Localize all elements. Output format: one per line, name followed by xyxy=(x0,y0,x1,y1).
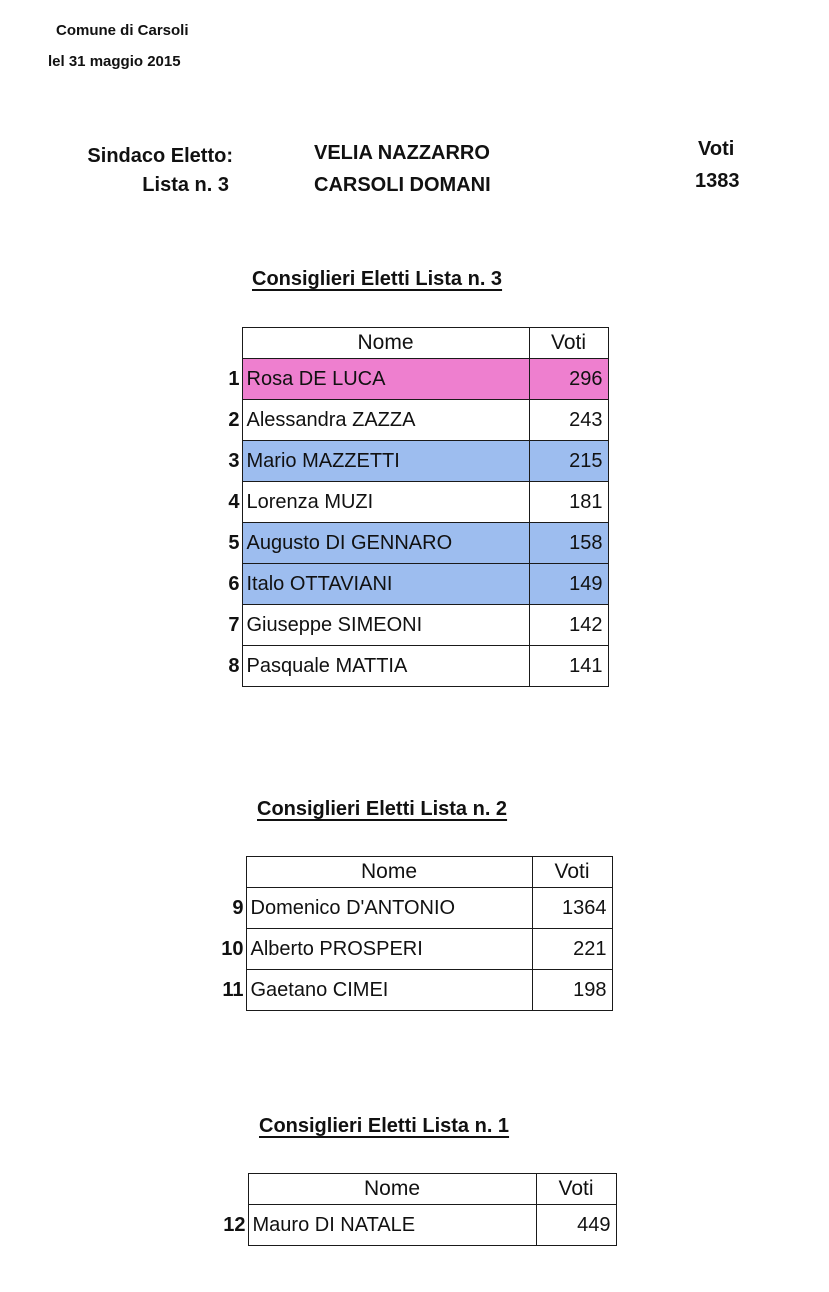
candidate-name: Alessandra ZAZZA xyxy=(242,400,529,441)
row-number: 1 xyxy=(228,367,240,390)
election-date: lel 31 maggio 2015 xyxy=(48,53,181,70)
list-2-title: Consiglieri Eletti Lista n. 2 xyxy=(257,798,508,820)
list-1-title: Consiglieri Eletti Lista n. 1 xyxy=(259,1115,510,1137)
candidate-name: Mario MAZZETTI xyxy=(242,441,529,482)
candidate-votes: 221 xyxy=(532,929,612,970)
candidate-votes: 181 xyxy=(529,482,608,523)
column-header-votes: Voti xyxy=(532,857,612,888)
candidate-votes: 1364 xyxy=(532,888,612,929)
row-number: 5 xyxy=(228,531,240,554)
row-number: 11 xyxy=(222,978,244,1001)
table-header-row xyxy=(204,328,608,359)
table-row xyxy=(204,359,608,400)
row-number: 7 xyxy=(228,613,240,636)
candidate-votes: 142 xyxy=(529,605,608,646)
municipality-name: Comune di Carsoli xyxy=(56,22,189,39)
table-row xyxy=(200,888,612,929)
row-number: 6 xyxy=(228,572,240,595)
table-row xyxy=(204,605,608,646)
candidate-name: Alberto PROSPERI xyxy=(246,929,532,970)
candidate-name: Lorenza MUZI xyxy=(242,482,529,523)
candidate-votes: 141 xyxy=(529,646,608,687)
table-row xyxy=(204,441,608,482)
table-header-row xyxy=(200,857,612,888)
candidate-name: Augusto DI GENNARO xyxy=(242,523,529,564)
candidate-votes: 243 xyxy=(529,400,608,441)
table-row xyxy=(202,1205,616,1246)
row-number: 2 xyxy=(228,408,240,431)
mayor-list-name: CARSOLI DOMANI xyxy=(314,174,491,196)
column-header-name: Nome xyxy=(248,1174,536,1205)
candidate-name: Gaetano CIMEI xyxy=(246,970,532,1011)
mayor-votes: 1383 xyxy=(695,170,740,192)
mayor-name: VELIA NAZZARRO xyxy=(314,142,490,164)
candidate-name: Italo OTTAVIANI xyxy=(242,564,529,605)
table-row xyxy=(204,564,608,605)
column-header-votes: Voti xyxy=(536,1174,616,1205)
candidate-name: Pasquale MATTIA xyxy=(242,646,529,687)
column-header-name: Nome xyxy=(242,328,529,359)
row-number: 8 xyxy=(228,654,240,677)
candidate-votes: 449 xyxy=(536,1205,616,1246)
table-row xyxy=(204,482,608,523)
row-number: 9 xyxy=(232,896,244,919)
candidate-votes: 296 xyxy=(529,359,608,400)
row-number: 3 xyxy=(228,449,240,472)
table-row xyxy=(204,523,608,564)
table-row xyxy=(204,400,608,441)
candidate-votes: 149 xyxy=(529,564,608,605)
list-2-table xyxy=(200,856,613,1011)
table-row xyxy=(200,970,612,1011)
table-row xyxy=(200,929,612,970)
candidate-name: Domenico D'ANTONIO xyxy=(246,888,532,929)
header-spacer xyxy=(200,857,246,888)
mayor-label: Sindaco Eletto: xyxy=(87,145,233,167)
header-spacer xyxy=(204,328,242,359)
mayor-votes-label: Voti xyxy=(698,138,735,160)
row-number: 10 xyxy=(221,937,244,960)
candidate-votes: 215 xyxy=(529,441,608,482)
candidate-name: Giuseppe SIMEONI xyxy=(242,605,529,646)
column-header-votes: Voti xyxy=(529,328,608,359)
list-3-title: Consiglieri Eletti Lista n. 3 xyxy=(252,268,503,290)
table-header-row xyxy=(202,1174,616,1205)
candidate-votes: 158 xyxy=(529,523,608,564)
candidate-votes: 198 xyxy=(532,970,612,1011)
row-number: 4 xyxy=(228,490,240,513)
table-row xyxy=(204,646,608,687)
candidate-name: Rosa DE LUCA xyxy=(242,359,529,400)
list-3-table xyxy=(204,327,609,687)
header-spacer xyxy=(202,1174,248,1205)
candidate-name: Mauro DI NATALE xyxy=(248,1205,536,1246)
row-number: 12 xyxy=(223,1213,246,1236)
list-1-table xyxy=(202,1173,617,1246)
column-header-name: Nome xyxy=(246,857,532,888)
mayor-list-label: Lista n. 3 xyxy=(142,174,229,196)
